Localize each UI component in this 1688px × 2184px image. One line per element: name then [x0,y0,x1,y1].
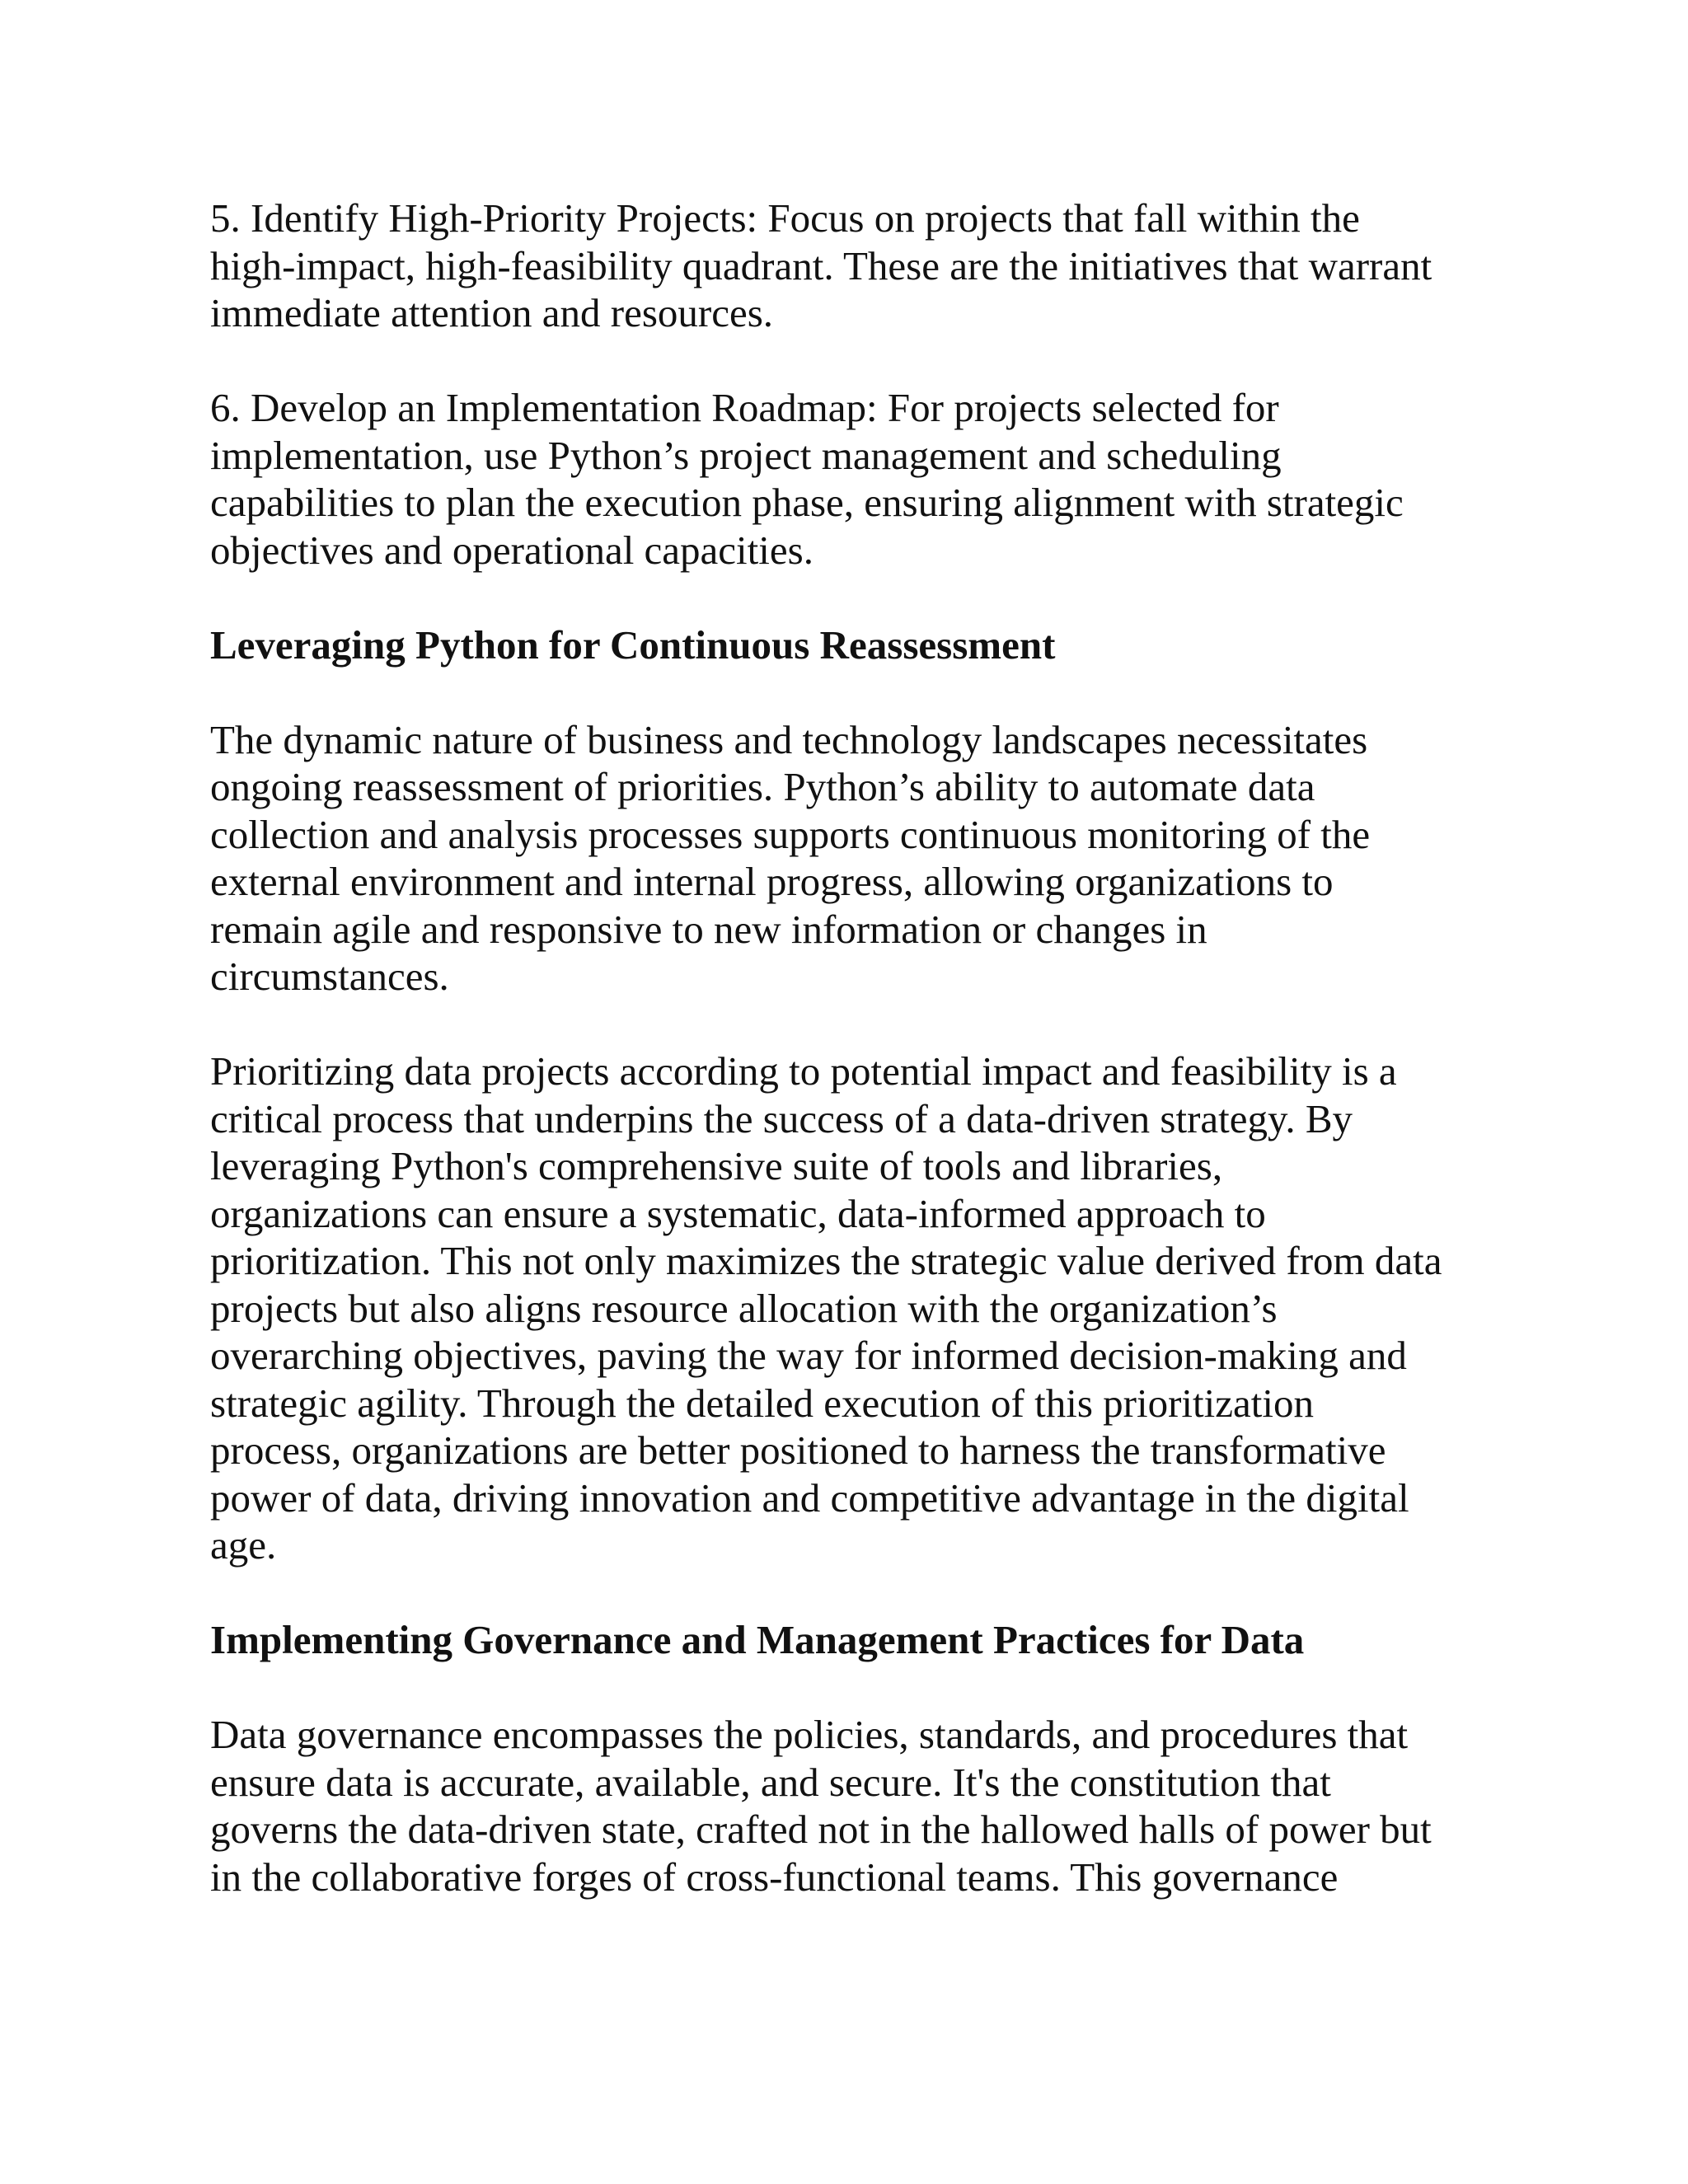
text-line: power of data, driving innovation and competitive advantage in the digital [210,1474,1409,1521]
numbered-step-5 [210,194,1496,337]
body-paragraph [210,716,1496,1001]
text-line: 5. Identify High-Priority Projects: Focus on projects that fall within the [210,195,1360,241]
heading-text: Implementing Governance and Management Practices for Data [210,1617,1305,1662]
text-line: remain agile and responsive to new information or changes in [210,906,1207,952]
text-line: strategic agility. Through the detailed execution of this prioritization [210,1380,1314,1426]
text-line: immediate attention and resources. [210,290,774,335]
text-line: external environment and internal progress, allowing organizations to [210,859,1334,904]
text-line: circumstances. [210,954,449,999]
text-line: process, organizations are better positioned to harness the transformative [210,1427,1386,1473]
text-line: prioritization. This not only maximizes the strategic value derived from data [210,1238,1442,1283]
numbered-step-6 [210,384,1496,574]
text-line: organizations can ensure a systematic, data-informed approach to [210,1190,1266,1236]
document-body [210,194,1496,1900]
text-line: governs the data-driven state, crafted not in the hallowed halls of power but [210,1807,1432,1852]
text-line: ensure data is accurate, available, and secure. It's the constitution that [210,1759,1331,1805]
text-line: age. [210,1522,277,1568]
text-line: The dynamic nature of business and technology landscapes necessitates [210,716,1368,762]
text-line: ongoing reassessment of priorities. Python’s ability to automate data [210,764,1315,809]
section-heading [210,1616,1496,1664]
text-line: Data governance encompasses the policies, standards, and procedures that [210,1712,1409,1757]
text-line: implementation, use Python’s project management and scheduling [210,432,1282,478]
body-paragraph [210,1047,1496,1569]
text-line: capabilities to plan the execution phase, ensuring alignment with strategic [210,480,1404,525]
body-paragraph [210,1711,1496,1900]
text-line: collection and analysis processes supports continuous monitoring of the [210,811,1371,857]
text-line: objectives and operational capacities. [210,527,814,573]
text-line: critical process that underpins the success of a data-driven strategy. By [210,1095,1353,1141]
text-line: leveraging Python's comprehensive suite of tools and libraries, [210,1143,1223,1188]
text-line: Prioritizing data projects according to potential impact and feasibility is a [210,1048,1397,1094]
text-line: overarching objectives, paving the way for informed decision-making and [210,1333,1407,1378]
heading-text: Leveraging Python for Continuous Reassessment [210,621,1056,668]
section-heading [210,621,1496,669]
text-line: projects but also aligns resource allocation with the organization’s [210,1285,1278,1331]
text-line: high-impact, high-feasibility quadrant. These are the initiatives that warrant [210,242,1432,288]
text-line: 6. Develop an Implementation Roadmap: For projects selected for [210,385,1279,430]
text-line: in the collaborative forges of cross-functional teams. This governance [210,1854,1339,1900]
